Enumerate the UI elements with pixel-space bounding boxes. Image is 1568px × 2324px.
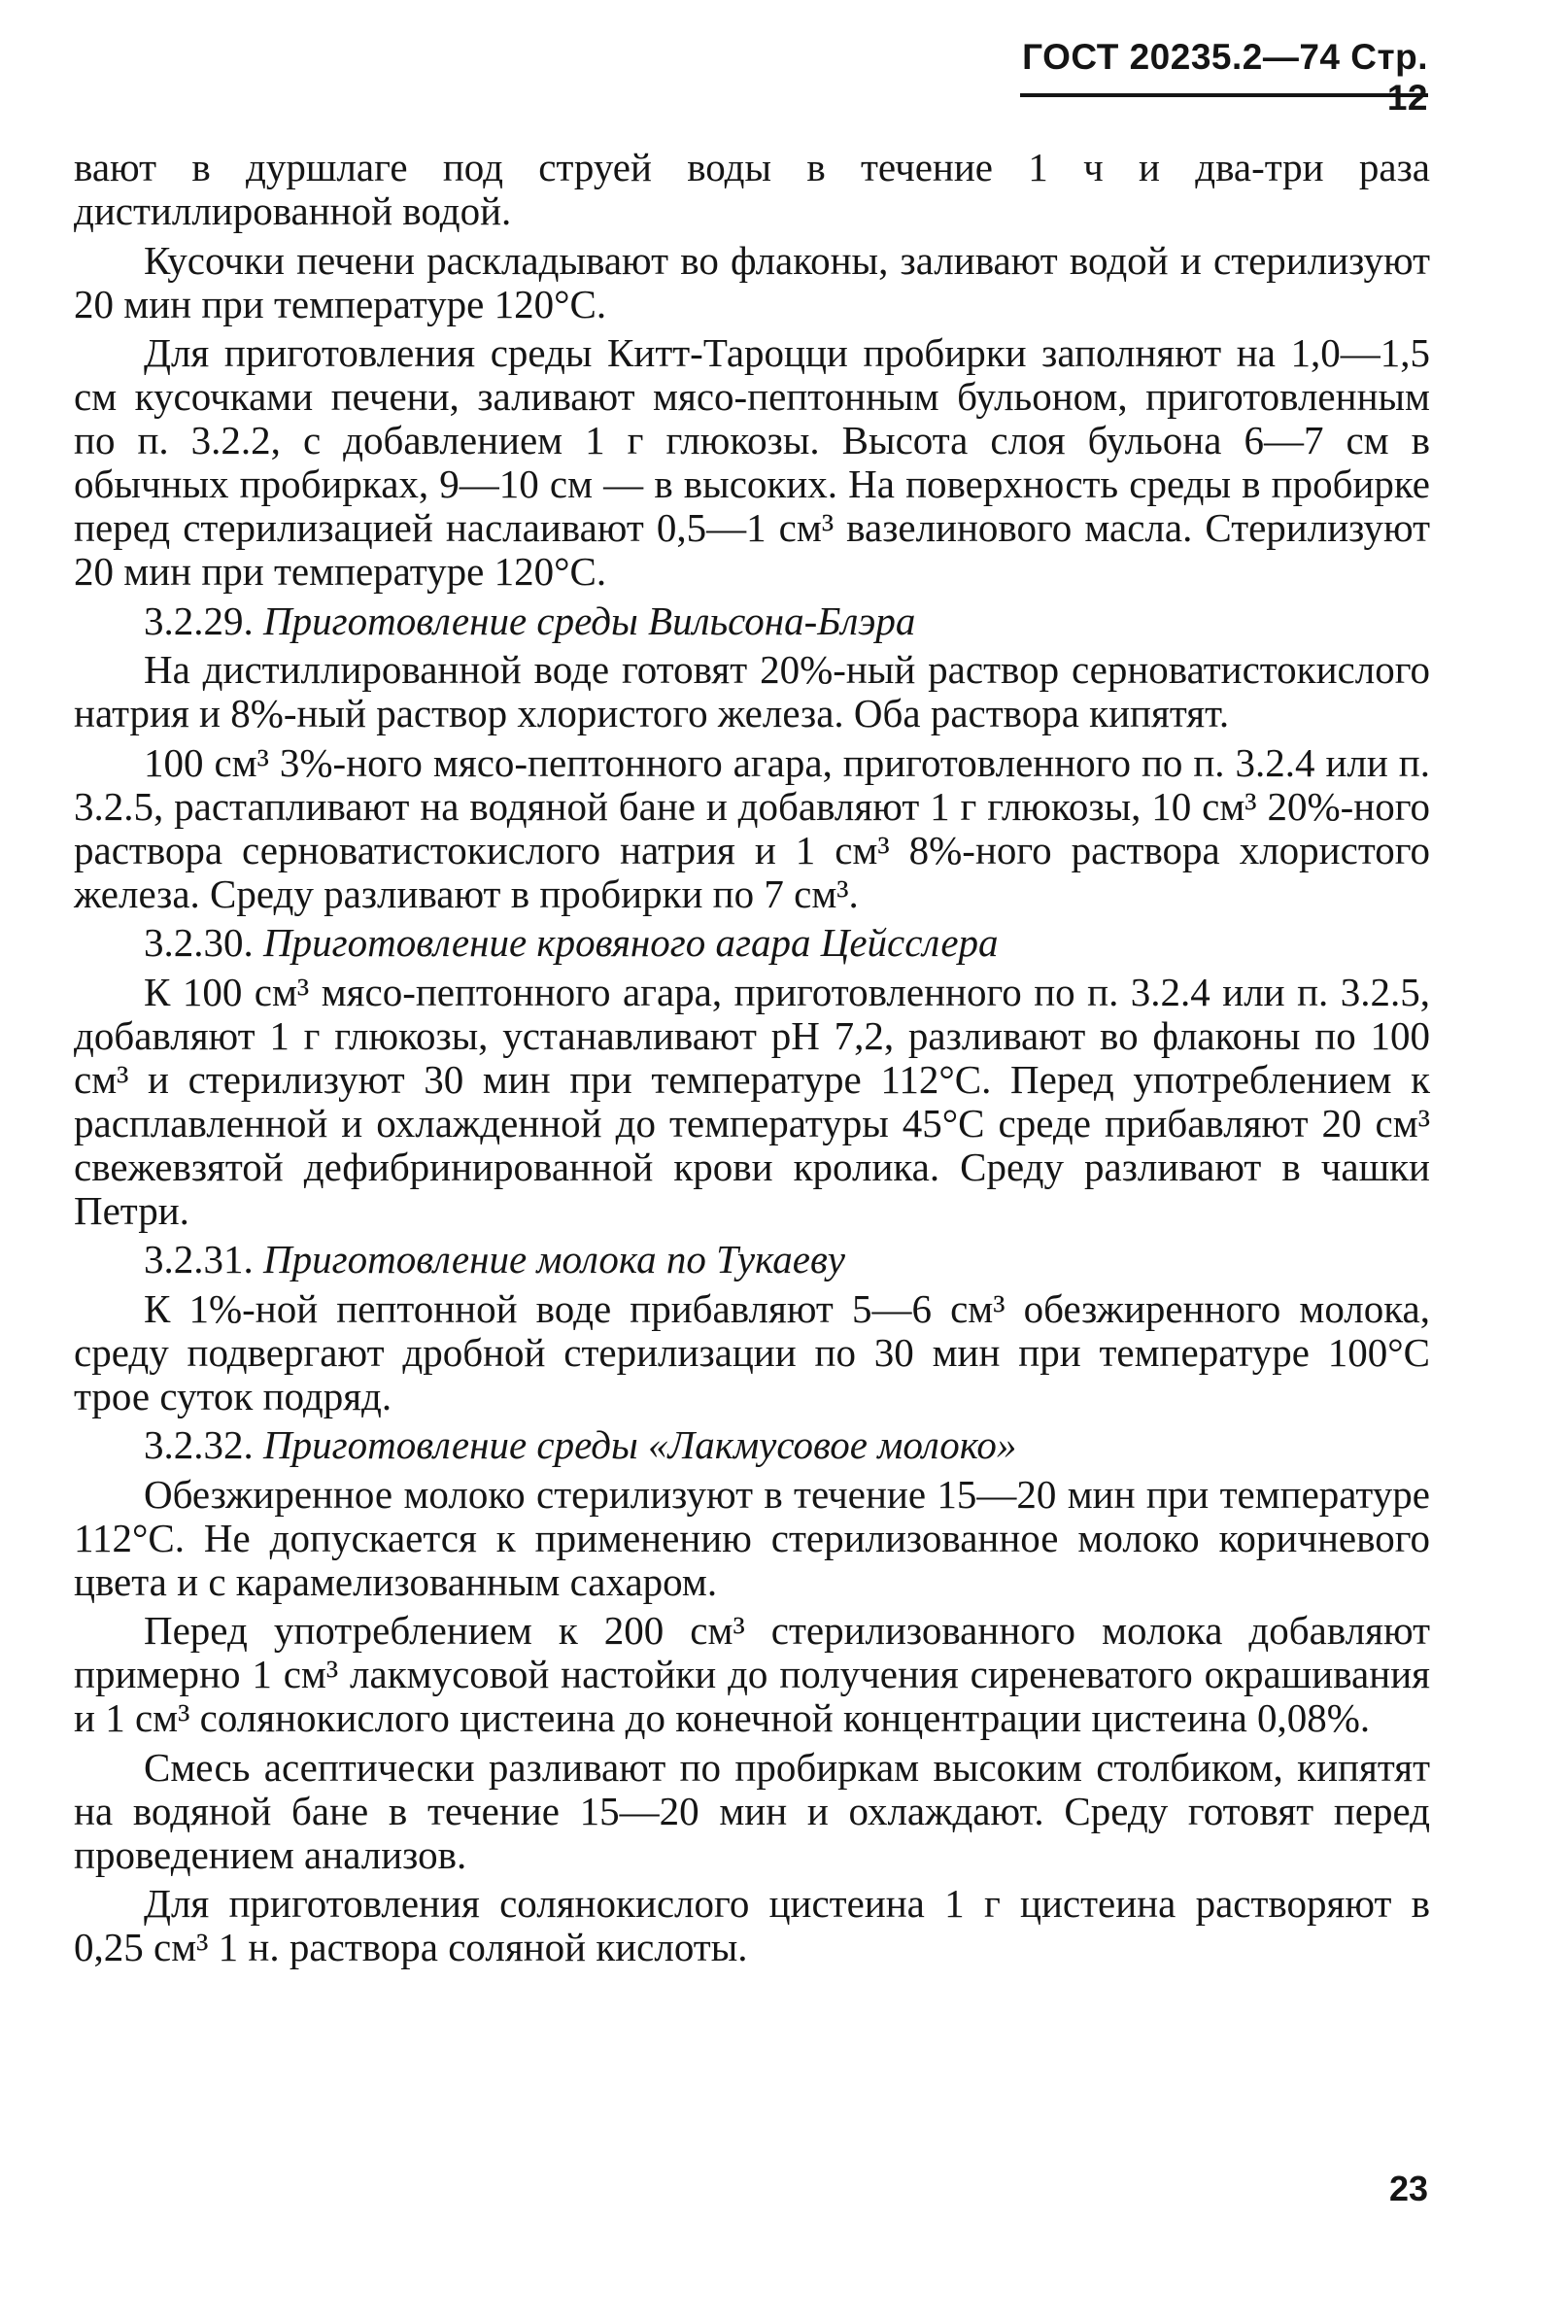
section-number: 3.2.32. (144, 1422, 254, 1467)
paragraph: вают в дуршлаге под струей воды в течение 1 ч и два-три раза дистиллированной водой. (74, 145, 1430, 233)
section-number: 3.2.30. (144, 920, 254, 965)
section-number: 3.2.31. (144, 1237, 254, 1282)
section-heading-3-2-31 (74, 1238, 1430, 1282)
running-header: ГОСТ 20235.2—74 Стр. 12 (1022, 37, 1428, 118)
paragraph: К 1%-ной пептонной воде прибавляют 5—6 см³ обезжиренного молока, среду подвергают дробной стерилизации по 30 мин при температуре 100°С трое суток подряд. (74, 1285, 1430, 1418)
section-title: Приготовление среды «Лакмусовое молоко» (263, 1422, 1017, 1467)
page-body (74, 146, 1430, 1975)
paragraph: На дистиллированной воде готовят 20%-ный раствор серноватистокислого натрия и 8%-ный раствор хлористого железа. Оба раствора кипятят. (74, 647, 1430, 735)
paragraph: Для приготовления солянокислого цистеина 1 г цистеина растворяют в 0,25 см³ 1 н. раствора соляной кислоты. (74, 1881, 1430, 1969)
paragraph: 100 см³ 3%-ного мясо-пептонного агара, приготовленного по п. 3.2.4 или п. 3.2.5, растапливают на водяной бане и добавляют 1 г глюкозы, 10 см³ 20%-ного раствора серноватистокислого натрия и 1 см³ 8%-ного раствора хлористого железа. Среду разливают в пробирки по 7 см³. (74, 739, 1430, 916)
section-title: Приготовление среды Вильсона-Блэра (263, 598, 916, 643)
section-heading-3-2-29 (74, 599, 1430, 643)
paragraph: Для приготовления среды Китт-Тароцци пробирки заполняют на 1,0—1,5 см кусочками печени, заливают мясо-пептонным бульоном, приготовленным по п. 3.2.2, с добавлением 1 г глюкозы. Высота слоя бульона 6—7 см в обычных пробирках, 9—10 см — в высоких. На поверхность среды в пробирке перед стерилизацией наслаивают 0,5—1 см³ вазелинового масла. Стерилизуют 20 мин при температуре 120°С. (74, 330, 1430, 594)
paragraph: Перед употреблением к 200 см³ стерилизованного молока добавляют примерно 1 см³ лакмусовой настойки до получения сиреневатого окрашивания и 1 см³ солянокислого цистеина до конечной концентрации цистеина 0,08%. (74, 1608, 1430, 1740)
page-number: 23 (1388, 2169, 1428, 2208)
header-rule (1020, 93, 1428, 97)
paragraph: Кусочки печени раскладывают во флаконы, заливают водой и стерилизуют 20 мин при температуре 120°С. (74, 237, 1430, 326)
section-heading-3-2-32 (74, 1423, 1430, 1467)
paragraph: Обезжиренное молоко стерилизуют в течение 15—20 мин при температуре 112°С. Не допускается к применению стерилизованное молоко коричневого цвета и с карамелизованным сахаром. (74, 1471, 1430, 1604)
section-heading-3-2-30 (74, 921, 1430, 965)
section-title: Приготовление кровяного агара Цейсслера (263, 920, 999, 965)
section-number: 3.2.29. (144, 598, 254, 643)
paragraph: К 100 см³ мясо-пептонного агара, приготовленного по п. 3.2.4 или п. 3.2.5, добавляют 1 г глюкозы, устанавливают рН 7,2, разливают во флаконы по 100 см³ и стерилизуют 30 мин при температуре 112°С. Перед употреблением к расплавленной и охлажденной до температуры 45°С среде прибавляют 20 см³ свежевзятой дефибринированной крови кролика. Среду разливают в чашки Петри. (74, 969, 1430, 1233)
paragraph: Смесь асептически разливают по пробиркам высоким столбиком, кипятят на водяной бане в течение 15—20 мин и охлаждают. Среду готовят перед проведением анализов. (74, 1744, 1430, 1877)
section-title: Приготовление молока по Тукаеву (263, 1237, 845, 1282)
